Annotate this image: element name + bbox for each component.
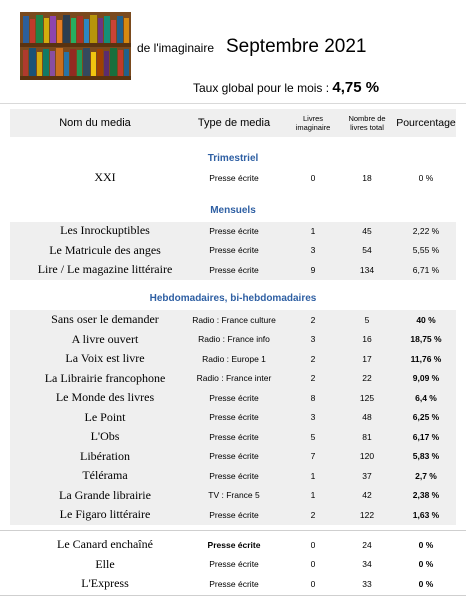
table-row bbox=[10, 535, 456, 555]
livres-total: 34 bbox=[362, 559, 372, 570]
livres-total: 33 bbox=[362, 578, 372, 589]
livres-total: 24 bbox=[362, 539, 372, 550]
media-type: Presse écrite bbox=[209, 470, 259, 481]
livres-total: 134 bbox=[359, 264, 375, 275]
table-row bbox=[10, 310, 456, 330]
col-header-total bbox=[340, 109, 394, 137]
table-row bbox=[10, 369, 456, 389]
livres-total: 42 bbox=[362, 490, 372, 501]
percentage: 2,38 % bbox=[412, 490, 440, 501]
media-name: Télérama bbox=[82, 468, 128, 483]
livres-total: 18 bbox=[362, 172, 372, 183]
percentage: 18,75 % bbox=[410, 334, 442, 345]
percentage: 2,22 % bbox=[412, 225, 440, 236]
livres-imaginaire: 2 bbox=[310, 373, 316, 384]
livres-total: 45 bbox=[362, 225, 372, 236]
global-rate-label: Taux global pour le mois : bbox=[193, 81, 330, 95]
percentage: 5,55 % bbox=[412, 245, 440, 256]
table-row bbox=[10, 466, 456, 486]
section-title-hebdo: Hebdomadaires, bi-hebdomadaires bbox=[149, 293, 317, 304]
livres-imaginaire: 3 bbox=[310, 245, 316, 256]
livres-imaginaire: 5 bbox=[310, 431, 316, 442]
media-type: Presse écrite bbox=[209, 559, 259, 570]
bookshelf-logo bbox=[20, 12, 131, 80]
section-title-mensuels: Mensuels bbox=[210, 205, 256, 216]
media-type: Radio : Europe 1 bbox=[202, 353, 266, 364]
media-type: Radio : France inter bbox=[196, 373, 272, 384]
divider bbox=[0, 595, 466, 596]
media-name: Elle bbox=[95, 556, 115, 571]
media-type: TV : France 5 bbox=[208, 490, 260, 501]
media-name: A livre ouvert bbox=[71, 331, 139, 346]
media-name: Les Inrockuptibles bbox=[60, 223, 150, 238]
livres-total: 16 bbox=[362, 334, 372, 345]
percentage: 6,71 % bbox=[412, 264, 440, 275]
media-name: Lire / Le magazine littéraire bbox=[37, 262, 173, 277]
media-type: Presse écrite bbox=[209, 578, 259, 589]
table-header bbox=[10, 109, 456, 137]
section-title-trimestriel: Trimestriel bbox=[207, 153, 259, 164]
media-type: Presse écrite bbox=[209, 245, 259, 256]
media-name: L'Obs bbox=[90, 429, 120, 444]
livres-total: 5 bbox=[364, 314, 370, 325]
livres-imaginaire: 8 bbox=[310, 392, 316, 403]
livres-total: 120 bbox=[359, 451, 375, 462]
percentage: 6,17 % bbox=[412, 431, 440, 442]
media-type: Presse écrite bbox=[209, 509, 259, 520]
table-row bbox=[10, 168, 456, 188]
percentage: 0 % bbox=[418, 539, 434, 550]
livres-imaginaire: 2 bbox=[310, 509, 316, 520]
media-type: Presse écrite bbox=[209, 225, 259, 236]
media-type: Presse écrite bbox=[207, 539, 261, 550]
livres-total: 54 bbox=[362, 245, 372, 256]
table-row bbox=[10, 241, 456, 261]
table-row bbox=[10, 505, 456, 525]
media-name: XXI bbox=[94, 170, 116, 185]
percentage: 6,4 % bbox=[415, 392, 437, 403]
divider bbox=[0, 103, 466, 104]
col-header-livres bbox=[288, 109, 338, 137]
percentage: 9,09 % bbox=[412, 373, 440, 384]
media-name: Le Point bbox=[84, 409, 126, 424]
percentage: 6,25 % bbox=[412, 412, 440, 423]
livres-imaginaire: 3 bbox=[310, 334, 316, 345]
livres-total: 17 bbox=[362, 353, 372, 364]
percentage: 5,83 % bbox=[412, 451, 440, 462]
table-row bbox=[10, 486, 456, 506]
livres-imaginaire: 1 bbox=[310, 470, 316, 481]
livres-total: 37 bbox=[362, 470, 372, 481]
livres-imaginaire: 7 bbox=[310, 451, 316, 462]
table-row bbox=[10, 349, 456, 369]
media-type: Presse écrite bbox=[209, 264, 259, 275]
col-header-total-line2: livres total bbox=[350, 123, 384, 132]
media-name: Le Matricule des anges bbox=[49, 242, 161, 257]
media-name: Le Monde des livres bbox=[55, 390, 155, 405]
media-type: Radio : France culture bbox=[192, 314, 276, 325]
livres-imaginaire: 2 bbox=[310, 314, 316, 325]
livres-total: 48 bbox=[362, 412, 372, 423]
livres-imaginaire: 1 bbox=[310, 490, 316, 501]
percentage: 2,7 % bbox=[415, 470, 437, 481]
media-type: Presse écrite bbox=[209, 451, 259, 462]
table-row bbox=[10, 574, 456, 594]
brand-text: de l'imaginaire bbox=[137, 41, 214, 55]
livres-imaginaire: 2 bbox=[310, 353, 316, 364]
global-rate bbox=[193, 79, 379, 96]
media-name: L'Express bbox=[81, 576, 129, 591]
livres-total: 122 bbox=[359, 509, 375, 520]
livres-imaginaire: 0 bbox=[310, 578, 316, 589]
col-header-name: Nom du media bbox=[59, 117, 131, 129]
col-header-livres-line1: Livres bbox=[302, 114, 323, 123]
percentage: 0 % bbox=[418, 559, 434, 570]
media-name: Libération bbox=[80, 448, 130, 463]
col-header-livres-line2: imaginaire bbox=[295, 123, 331, 132]
percentage: 0 % bbox=[418, 172, 434, 183]
media-type: Presse écrite bbox=[209, 431, 259, 442]
percentage: 0 % bbox=[418, 578, 434, 589]
media-name: Le Canard enchaîné bbox=[57, 537, 153, 552]
livres-imaginaire: 3 bbox=[310, 412, 316, 423]
col-header-total-line1: Nombre de bbox=[348, 114, 386, 123]
livres-total: 81 bbox=[362, 431, 372, 442]
percentage: 40 % bbox=[416, 314, 436, 325]
livres-imaginaire: 0 bbox=[310, 559, 316, 570]
livres-imaginaire: 0 bbox=[310, 539, 316, 550]
table-row bbox=[10, 330, 456, 350]
percentage: 11,76 % bbox=[410, 353, 442, 364]
media-name: Le Figaro littéraire bbox=[59, 507, 151, 522]
livres-imaginaire: 0 bbox=[310, 172, 316, 183]
table-row bbox=[10, 221, 456, 241]
page-title: Septembre 2021 bbox=[226, 36, 367, 57]
media-name: La Grande librairie bbox=[59, 487, 151, 502]
media-name: Sans oser le demander bbox=[51, 312, 159, 327]
media-type: Presse écrite bbox=[209, 392, 259, 403]
livres-total: 22 bbox=[362, 373, 372, 384]
table-row bbox=[10, 388, 456, 408]
media-name: La Librairie francophone bbox=[44, 370, 166, 385]
global-rate-value: 4,75 % bbox=[332, 79, 380, 96]
table-row bbox=[10, 447, 456, 467]
media-type: Radio : France info bbox=[198, 334, 270, 345]
divider bbox=[0, 530, 466, 531]
media-type: Presse écrite bbox=[209, 172, 259, 183]
media-name: La Voix est livre bbox=[65, 351, 145, 366]
percentage: 1,63 % bbox=[412, 509, 440, 520]
livres-total: 125 bbox=[359, 392, 375, 403]
table-row bbox=[10, 427, 456, 447]
livres-imaginaire: 9 bbox=[310, 264, 316, 275]
table-row bbox=[10, 555, 456, 575]
col-header-pct: Pourcentage bbox=[396, 117, 456, 129]
media-type: Presse écrite bbox=[209, 412, 259, 423]
table-row bbox=[10, 260, 456, 280]
col-header-type: Type de media bbox=[197, 117, 271, 129]
livres-imaginaire: 1 bbox=[310, 225, 316, 236]
table-row bbox=[10, 408, 456, 428]
